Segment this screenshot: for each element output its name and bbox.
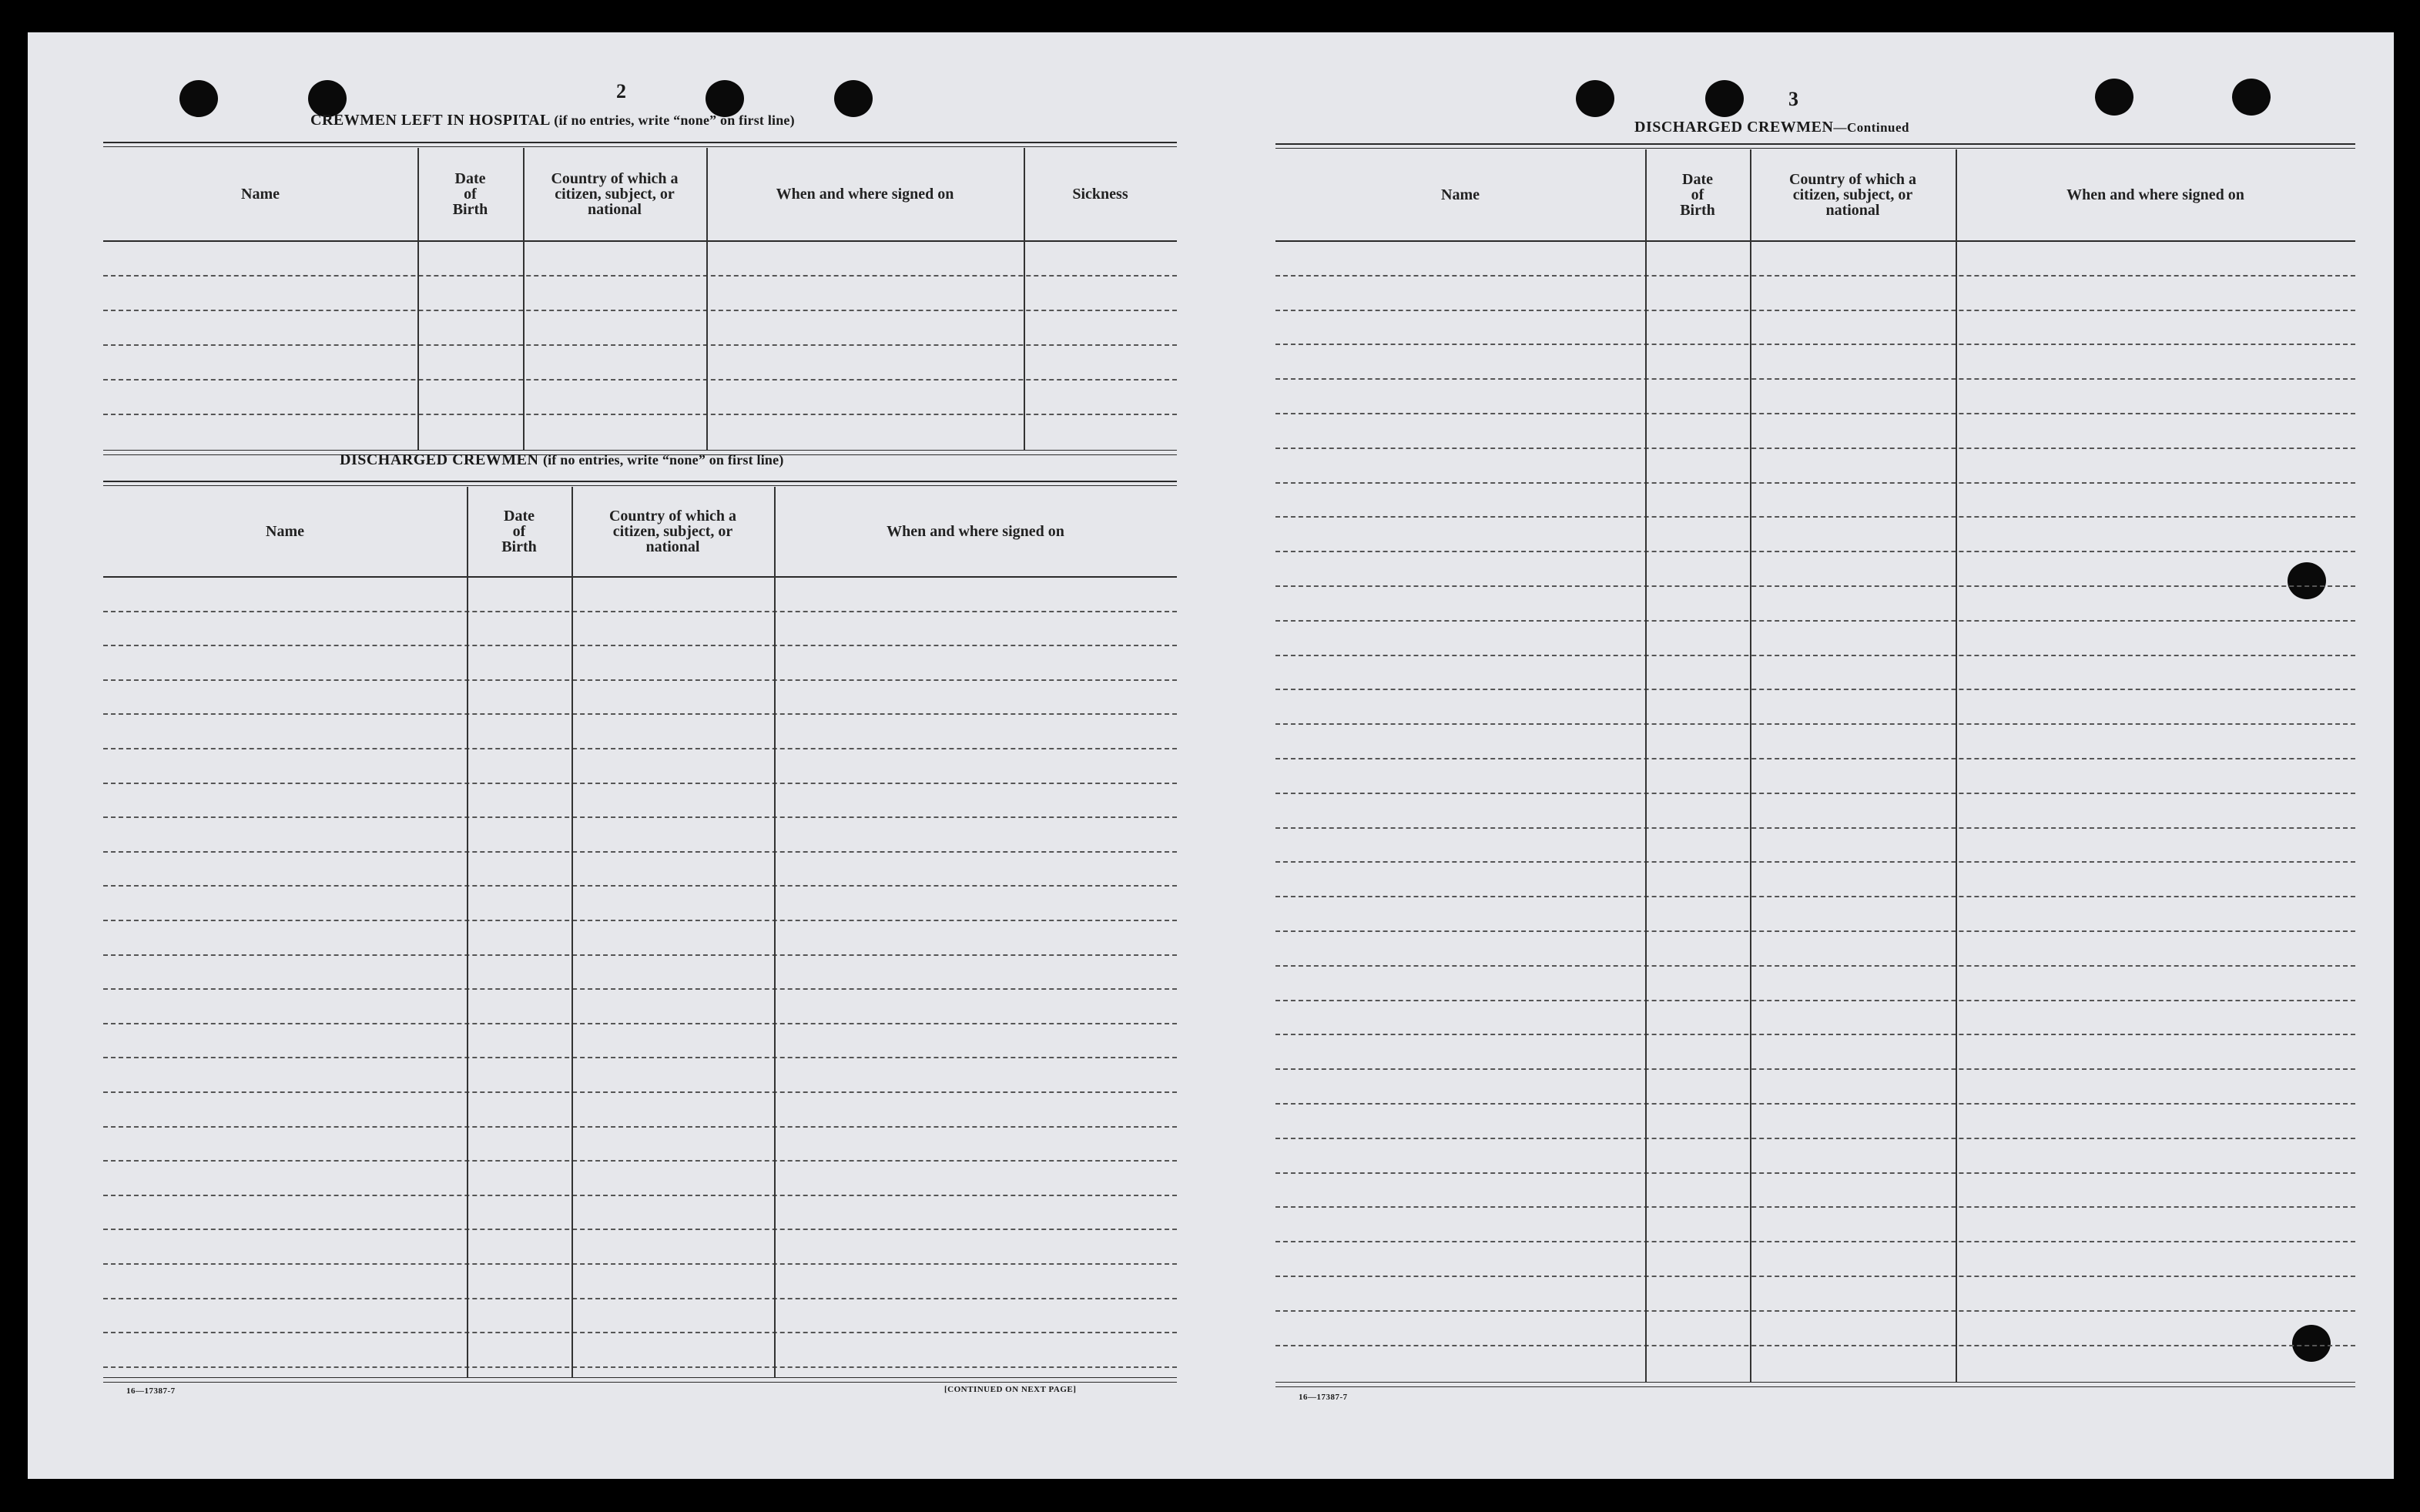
- table-bottom-rule: [103, 450, 1177, 451]
- punch-hole: [2232, 79, 2271, 116]
- table-bottom-rule: [103, 1377, 1177, 1378]
- table-bottom-rule: [1275, 1386, 2355, 1387]
- column-header: When and where signed on: [887, 523, 1064, 540]
- entry-line: [1275, 861, 2355, 863]
- column-header: When and where signed on: [776, 186, 954, 203]
- table-top-rule: [103, 481, 1177, 482]
- entry-line: [1275, 930, 2355, 932]
- discharged-cont-continued: —Continued: [1833, 120, 1909, 135]
- entry-line: [1275, 1068, 2355, 1070]
- entry-line: [103, 1298, 1177, 1299]
- entry-line: [103, 988, 1177, 990]
- page-number-right: 3: [1788, 88, 1798, 110]
- entry-line: [1275, 1241, 2355, 1242]
- punch-hole: [1576, 80, 1614, 117]
- header-bottom-rule: [103, 240, 1177, 242]
- entry-line: [1275, 310, 2355, 311]
- entry-line: [1275, 827, 2355, 829]
- entry-line: [1275, 1345, 2355, 1346]
- column-header: Name: [241, 186, 280, 203]
- table-top-rule: [103, 146, 1177, 147]
- entry-line: [1275, 655, 2355, 656]
- entry-line: [1275, 516, 2355, 518]
- entry-line: [1275, 965, 2355, 967]
- discharged-cont-title-text: DISCHARGED CREWMEN: [1634, 119, 1834, 136]
- column-header: Date of Birth: [1680, 171, 1715, 219]
- entry-line: [103, 954, 1177, 956]
- column-header: Date of Birth: [452, 170, 488, 218]
- entry-line: [103, 645, 1177, 646]
- column-divider: [774, 487, 776, 1377]
- entry-line: [1275, 689, 2355, 690]
- entry-line: [103, 748, 1177, 749]
- discharged-continued-table: [1275, 143, 2355, 1388]
- entry-line: [1275, 448, 2355, 449]
- entry-line: [1275, 1276, 2355, 1277]
- table-top-rule: [103, 142, 1177, 143]
- header-bottom-rule: [103, 576, 1177, 578]
- entry-line: [1275, 275, 2355, 277]
- entry-line: [103, 920, 1177, 921]
- entry-line: [1275, 620, 2355, 622]
- page-number-left: 2: [616, 80, 626, 102]
- hospital-table: [103, 142, 1177, 456]
- entry-line: [1275, 723, 2355, 725]
- table-top-rule: [1275, 143, 2355, 145]
- entry-line: [103, 1057, 1177, 1058]
- table-bottom-rule: [103, 1382, 1177, 1383]
- entry-line: [103, 344, 1177, 346]
- discharged-table: [103, 481, 1177, 1383]
- table-top-rule: [103, 485, 1177, 486]
- table-bottom-rule: [1275, 1382, 2355, 1383]
- entry-line: [103, 1126, 1177, 1128]
- entry-line: [1275, 1034, 2355, 1035]
- entry-line: [103, 611, 1177, 612]
- entry-line: [1275, 551, 2355, 552]
- entry-line: [1275, 1310, 2355, 1312]
- entry-line: [103, 1023, 1177, 1024]
- hospital-title-text: CREWMEN LEFT IN HOSPITAL: [310, 112, 550, 129]
- column-divider: [571, 487, 573, 1377]
- discharged-cont-section-title: [1634, 119, 1909, 136]
- discharged-title-note: (if no entries, write “none” on first line): [542, 452, 784, 468]
- column-header: Country of which a citizen, subject, or national: [608, 508, 736, 555]
- entry-line: [1275, 1138, 2355, 1139]
- document-sheet: [28, 32, 2394, 1479]
- column-header: Sickness: [1072, 186, 1128, 203]
- column-header: Name: [266, 523, 304, 540]
- discharged-section-title: [340, 451, 784, 469]
- continued-note: [CONTINUED ON NEXT PAGE]: [944, 1385, 1077, 1394]
- punch-hole: [179, 80, 218, 117]
- entry-line: [1275, 585, 2355, 587]
- entry-line: [1275, 378, 2355, 380]
- entry-line: [1275, 1103, 2355, 1105]
- entry-line: [103, 1229, 1177, 1230]
- entry-line: [103, 783, 1177, 784]
- entry-line: [103, 885, 1177, 887]
- entry-line: [1275, 896, 2355, 897]
- entry-line: [103, 679, 1177, 681]
- entry-line: [103, 379, 1177, 381]
- entry-line: [1275, 793, 2355, 794]
- entry-line: [103, 816, 1177, 818]
- header-bottom-rule: [1275, 240, 2355, 242]
- table-top-rule: [1275, 148, 2355, 149]
- entry-line: [103, 1263, 1177, 1265]
- hospital-title-note: (if no entries, write “none” on first line): [554, 112, 795, 128]
- entry-line: [103, 310, 1177, 311]
- punch-hole: [834, 80, 873, 117]
- discharged-title-text: DISCHARGED CREWMEN: [340, 451, 539, 468]
- entry-line: [103, 851, 1177, 853]
- entry-line: [103, 414, 1177, 415]
- column-divider: [1645, 149, 1647, 1382]
- column-divider: [467, 487, 468, 1377]
- entry-line: [1275, 1206, 2355, 1208]
- entry-line: [103, 1160, 1177, 1162]
- column-header: When and where signed on: [2066, 186, 2244, 203]
- entry-line: [103, 1366, 1177, 1368]
- punch-hole: [1705, 80, 1744, 117]
- form-number-right: 16—17387-7: [1299, 1393, 1348, 1402]
- column-header: Date of Birth: [501, 508, 537, 555]
- column-header: Name: [1441, 186, 1480, 203]
- entry-line: [103, 1195, 1177, 1196]
- entry-line: [1275, 344, 2355, 345]
- entry-line: [1275, 413, 2355, 414]
- column-divider: [1750, 149, 1751, 1382]
- column-divider: [1956, 149, 1957, 1382]
- entry-line: [1275, 1000, 2355, 1001]
- entry-line: [1275, 758, 2355, 759]
- entry-line: [1275, 482, 2355, 484]
- column-header: Country of which a citizen, subject, or national: [551, 170, 679, 218]
- form-number-left: 16—17387-7: [126, 1386, 176, 1396]
- entry-line: [103, 1091, 1177, 1093]
- entry-line: [103, 713, 1177, 715]
- column-header: Country of which a citizen, subject, or national: [1788, 171, 1916, 219]
- punch-hole: [2095, 79, 2133, 116]
- hospital-section-title: [310, 112, 795, 129]
- entry-line: [103, 1332, 1177, 1333]
- entry-line: [103, 275, 1177, 277]
- entry-line: [1275, 1172, 2355, 1174]
